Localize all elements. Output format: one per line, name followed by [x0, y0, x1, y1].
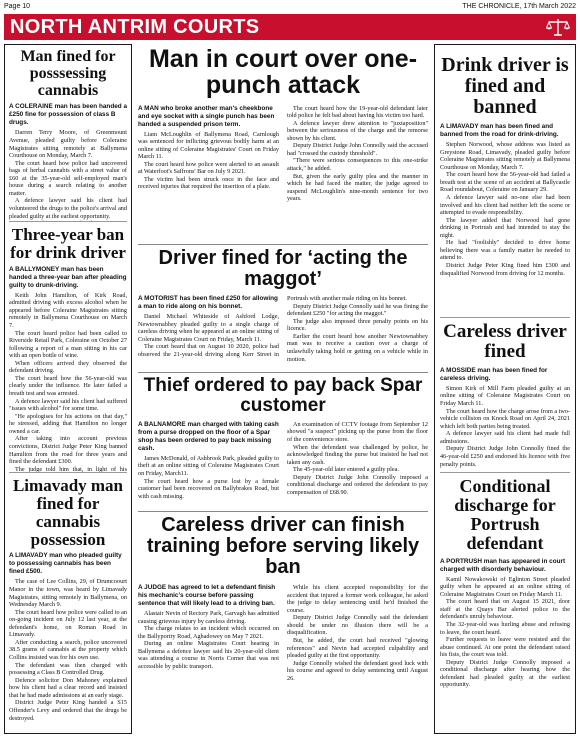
article-intro: A MOTORIST has been fined £250 for allowing a man to ride along on his bonnet.: [138, 295, 278, 310]
article-headline: Careless driver fined: [443, 321, 567, 362]
article-paragraph: After conducting a search, police uncovered 38.5 grams of cannabis at the property which Collins insisted was for his own use.: [9, 638, 127, 661]
article-paragraph: Deputy District Judge John Connolly imposed a conditional discharge and ordered the defendant to pay compensation of £68.90.: [287, 473, 428, 496]
divider: [138, 244, 428, 245]
article-headline: Conditional discharge for Portrush defendant: [454, 476, 556, 553]
article-paragraph: An examination of CCTV footage from September 12 showed "a suspect" picking up the purse from the floor of the convenience store.: [287, 420, 428, 443]
article-paragraph: "There were serious consequences to this one-strike attack," he added.: [287, 157, 428, 172]
article-paragraph: Kamil Nowakowski of Eglinton Street pleaded guilty when he appeared at an online sitting of Coleraine Magistrates Court on Friday March 11.: [440, 575, 570, 598]
article-paragraph: He had "foolishly" decided to drive home believing there was a family matter he needed to attend to.: [440, 239, 570, 262]
article-headline: Man in court over one-punch attack: [148, 46, 418, 100]
divider: [138, 511, 428, 512]
article-paragraph: But, he added, the court had received "glowing references" and Nevin had accepted culpability and pleaded guilty at the first opportunity.: [287, 636, 428, 660]
article-headline: Limavady man fined for cannabis possession: [12, 476, 124, 549]
article-paragraph: Earlier the court heard how another Newtownabbey man was to receive a caution over a charge of unlawfully taking hold or getting on a vehicle while in motion.: [287, 332, 428, 363]
article-paragraph: Deputy District Judge John Connolly fined the 46-year-old £250 and endorsed his licence with five penalty points.: [440, 445, 570, 468]
article-paragraph: The judge also imposed three penalty points on his licence.: [287, 317, 428, 333]
article-conditional-discharge: [440, 472, 570, 734]
article-paragraph: The 45-year-old later entered a guilty plea.: [293, 466, 399, 474]
article-headline: Three-year ban for drink driver: [10, 225, 126, 262]
article-paragraph: Deputy District Judge Connolly said the defendant should be under no illusion there will be a disqualification.: [287, 614, 428, 637]
article-spar-thief: [138, 376, 428, 510]
left-column: [4, 44, 132, 734]
article-paragraph: The court heard how a purse lost by a female customer had been recovered on Ballybrakes Road, but with cash missing.: [138, 477, 279, 500]
article-paragraph: Stephen Norwood, whose address was listed as Greystone Road, Limavady, pleaded guilty before Coleraine Magistrates sitting remotely at Ballymena Courthouse on Monday, March 7.: [440, 141, 570, 171]
article-paragraph: Defence solicitor Don Mahoney explained how his client had a clear record and insisted that he had made admissions at an early stage.: [9, 676, 127, 699]
article-paragraph: When the defendant was challenged by police, he acknowledged finding the purse but insisted he had not taken any cash.: [287, 443, 428, 466]
article-intro: A BALNAMORE man charged with taking cash from a purse dropped on the floor of a Spar shop has been ordered to pay back missing cash.: [138, 420, 279, 452]
article-headline: Careless driver can finish training before serving likely ban: [146, 515, 420, 578]
article-cannabis-coleraine: [9, 49, 127, 221]
article-paragraph: Daniel Michael Whiteside of Ashford Lodge, Newtownabbey pleaded guilty to a single charge of careless driving when he appeared at an online sitting of Coleraine Magistrates Court on Friday, March 11.: [138, 313, 279, 343]
article-paragraph: During an online Magistrates Court hearing in Ballymena a defence lawyer said his 20-year-old client was attending a course in Norris Corner that was not accessible by public transport.: [138, 640, 279, 670]
article-one-punch-attack: [138, 46, 428, 246]
article-intro: A LIMAVADY man has been fined and banned from the road for drink-driving.: [440, 123, 559, 138]
article-careless-driver-training: [138, 515, 428, 734]
article-intro: A PORTRUSH man has appeared in court charged with disorderly behaviour.: [440, 557, 566, 573]
article-paragraph: [9, 220, 127, 221]
article-paragraph: The court heard how the 19-year-old defendant later told police he felt bad about having his victim too hard.: [287, 104, 428, 120]
article-paragraph: Simon Kirk of Mill Farm pleaded guilty at an online sitting of Coleraine Magistrates Court on Friday March 11.: [440, 384, 570, 407]
article-three-year-ban: [9, 221, 127, 472]
article-paragraph: "He apologises for his actions on that day," he stressed, adding that Hamilton no longer owned a car.: [9, 412, 127, 435]
article-paragraph: James McDonald, of Ashbrook Park, pleaded guilty to theft at an online sitting of Coleraine Magistrates Court on Friday, March11.: [138, 454, 279, 477]
section-banner: [4, 14, 576, 40]
article-paragraph: District Judge Peter King fined him £300 and disqualified Norwood from driving for 12 months.: [440, 262, 570, 277]
article-paragraph: A defence lawyer said no-one else had been involved and his client had neither left the scene or attempted to evade responsibility.: [440, 193, 570, 217]
article-paragraph: Darren Terry Moore, of Greenmount Avenue, pleaded guilty before Coleraine Magistrates sitting remotely at Ballymena Courthouse on Monday, March 7.: [9, 129, 127, 160]
article-paragraph: The 32-year-old was hurling abuse and refusing to leave, the court heard.: [440, 620, 570, 636]
article-paragraph: But, given the early guilty plea and the manner in which he had faced the matter, the judge agreed to suspend McLoughlin's nine-month sentence for two years.: [287, 172, 428, 203]
article-drink-driver-banned: [440, 49, 570, 317]
article-paragraph: Deputy District Judge Connolly imposed a conditional discharge after hearing how the defendant had pleaded guilty at the earliest opportunity.: [440, 658, 570, 689]
article-paragraph: The court heard how police were alerted to an assault at Waterfoot's Saffrons' Bar on July 9 2021.: [138, 160, 279, 176]
article-headline: Driver fined for ‘acting the maggot’: [158, 248, 408, 290]
scales-of-justice-icon: [546, 17, 570, 37]
article-paragraph: After taking into account previous convictions, District Judge Peter King banned Hamilton from the road for three years and fined the defendant £300.: [9, 435, 127, 466]
right-column: [434, 44, 576, 734]
article-intro: A COLERAINE man has been handed a £250 fine for possession of class B drugs.: [9, 103, 127, 127]
article-paragraph: Liam McLoughlin of Ballymena Road, Carnlough was sentenced for inflicting grievous bodily harm at an online sitting of Coleraine Magistrates' Court on Friday March 11.: [138, 130, 279, 161]
article-paragraph: The defendant was then charged with possessing a Class B Controlled Drug.: [9, 661, 127, 677]
divider: [138, 372, 428, 373]
article-paragraph: The charge relates to an incident which occurred on the Ballyportry Road, Aghadowey on May 7 2021.: [138, 625, 279, 640]
article-paragraph: A defence lawyer said his client had made full admissions.: [440, 430, 570, 445]
article-paragraph: Judge Connolly wished the defendant good luck with his course and agreed to delay sentencing until August 26.: [287, 659, 428, 682]
article-intro: A JUDGE has agreed to let a defendant finish his mechanic's course before passing sentence that will likely lead to a driving ban.: [138, 584, 276, 607]
article-paragraph: The court heard how the charge arose from a two-vehicle collision on Knock Road on April 24, 2021 which left both parties being treated.: [440, 407, 570, 430]
article-paragraph: District Judge Peter King handed a S15 Offender's Levy and ordered that the drugs be destroyed.: [9, 699, 127, 722]
article-acting-the-maggot: [138, 248, 428, 374]
article-paragraph: The court heard police had been called to Riverside Retail Park, Coleraine on October 27 following a report of a man sitting in his car with an open bottle of wine.: [9, 329, 127, 360]
article-paragraph: Keith John Hamilton, of Kirk Road, admitted driving with excess alcohol when he appeared before Coleraine Magistrates sitting remotely in Ballymena Courthouse on March 7.: [9, 291, 127, 329]
article-careless-driver-fined: [440, 317, 570, 472]
section-title: NORTH ANTRIM COURTS: [10, 16, 260, 38]
article-paragraph: The case of Lee Collins, 29, of Drumcoourt Manor in the town, was heard by Limavady Magistrates, sitting remotely in Ballymena, on Wednesday March 9.: [9, 578, 127, 609]
article-paragraph: A defence lawyer said his client had suffered "issues with alcohol" for some time.: [9, 397, 127, 413]
article-paragraph: The court heard that on August 15 2021, door staff at the Quays Bar alerted police to the defendant's unruly behaviour.: [440, 598, 570, 621]
article-paragraph: Deputy District Judge Connolly said he was fining the defendant £250 "for acting the maggot.": [287, 302, 428, 318]
article-paragraph: Deputy District Judge John Connolly said the accused had "crossed the custody threshold".: [287, 142, 428, 157]
article-paragraph: The lawyer added that Norwood had gone drinking in Portrush and had intended to stay the night.: [440, 216, 570, 239]
article-paragraph: A defence lawyer drew attention to "juxtaposition" between the seriousness of the charge and the remorse shown by his client.: [287, 119, 428, 142]
masthead: THE CHRONICLE, 17th March 2022: [462, 3, 576, 10]
article-headline: Thief ordered to pay back Spar customer: [143, 376, 423, 416]
article-intro: A MOSSIDE man has been fined for careless driving.: [440, 366, 548, 382]
article-paragraph: The court heard how the 56-year-old had failed a breath test at the scene of an accident at Ballycastle Road roundabout, Coleraine on January 29.: [440, 171, 570, 194]
article-paragraph: A defence lawyer said his client had volunteered the drugs to the police's arrival and pleaded guilty at the earliest opportunity.: [9, 197, 127, 220]
article-headline: Drink driver is fined and banned: [441, 54, 569, 118]
article-paragraph: The court heard how the 56-year-old was clearly under the influence. He later failed a breath test and was arrested.: [9, 374, 127, 397]
article-paragraph: While his client accepted responsibility for the accident that injured a former work colleague, he asked the judge to delay sentencing until he'd finished the course.: [287, 584, 428, 614]
article-paragraph: The victim had been struck once in the face and received injuries that required the insertion of a plate.: [138, 175, 279, 191]
article-paragraph: The court heard that on August 10 2020, police had observed the 21-year-old driving along Kerr Street in Portrush with another male riding on his bonnet.: [138, 295, 407, 358]
article-limavady-cannabis: [9, 472, 127, 734]
article-headline: Man fined for posssessing cannabis: [20, 49, 116, 99]
article-paragraph: The judge told him that, in light of his: [15, 465, 127, 472]
article-paragraph: When officers arrived they observed the defendant driving.: [9, 359, 127, 375]
page-number: Page 10: [4, 3, 31, 10]
article-paragraph: The court heard how police had uncovered bags of herbal cannabis with a street value of £60 at the 35-year-old self-employed man's house during a search relating to another matter.: [9, 159, 127, 197]
article-intro: A MAN who broke another man's cheekbone and eye socket with a single punch has been handed a suspended prison term.: [138, 104, 275, 128]
page-header: [4, 0, 576, 14]
article-paragraph: Further requests to leave were resisted and the abuse continued. At one point the defendant raised his fists, the court was told.: [440, 636, 570, 659]
article-intro: A BALLYMONEY man has been handed a three-year ban after pleading guilty to drunk-driving.: [9, 265, 127, 289]
article-paragraph: Alastair Nevin of Rectory Park, Garvagh has admitted causing grievous injury by careless driving.: [138, 610, 279, 625]
article-paragraph: The court heard how police were called to an on-going incident on July 12 last year, at the defendant's home, on Roman Road in Limavady.: [9, 608, 127, 639]
article-intro: A LIMAVADY man who pleaded guilty to possessing cannabis has been fined £500.: [9, 552, 122, 576]
